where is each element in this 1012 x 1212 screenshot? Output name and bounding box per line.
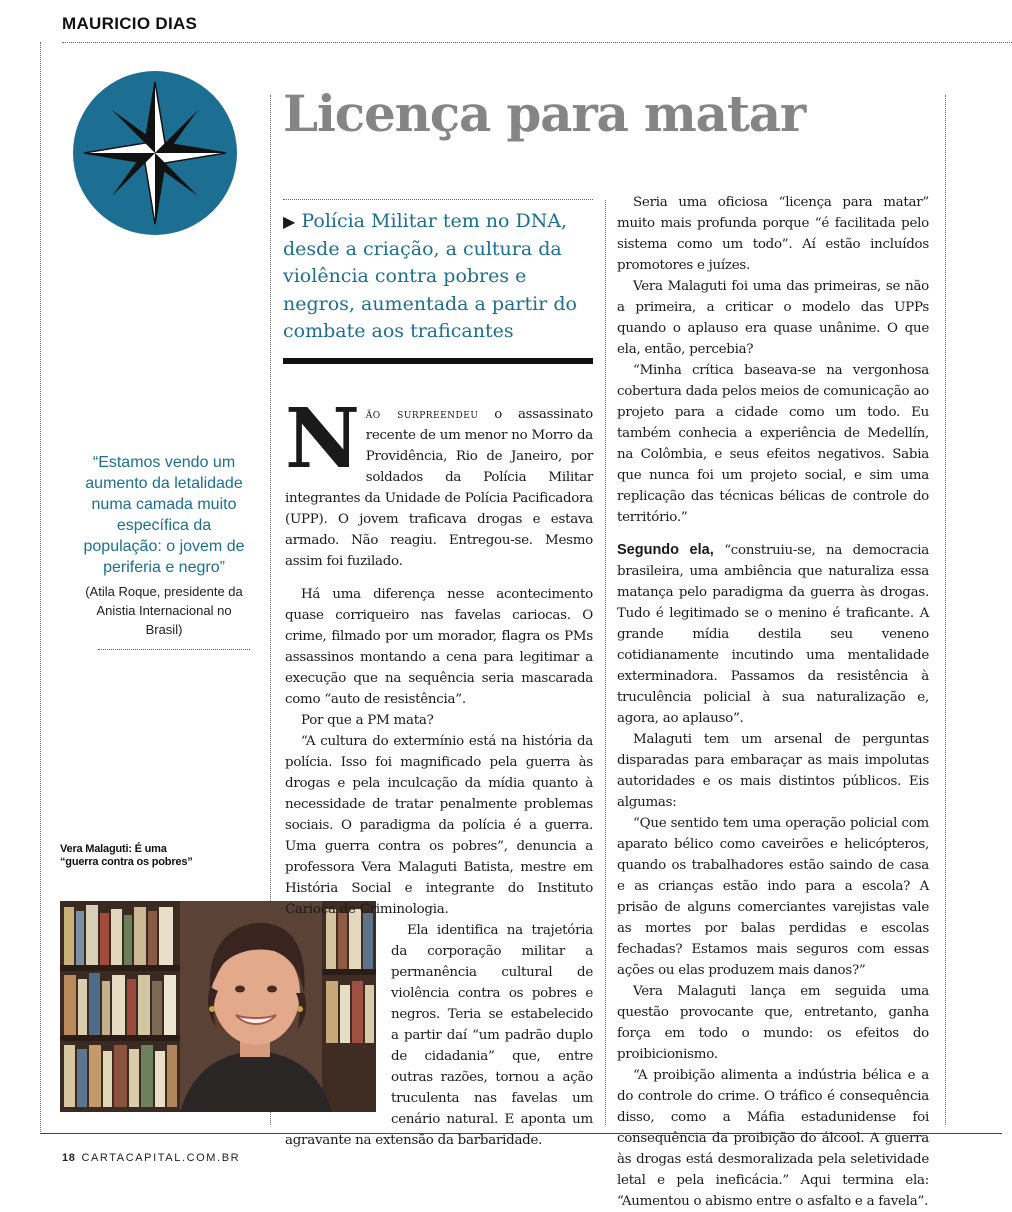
body-paragraph: “A cultura do extermínio está na história da polícia. Isso foi magnificado pela guerra às drogas e pela inculcação da mídia quanto à necessidade de tratar penalmente problemas sociais. O paradigma da polícia é a guerra. Uma guerra contra os pobres”, denuncia a professora Vera Malaguti Batista, mestre em História Social e integrante do Instituto Carioca de Criminologia. bbox=[285, 734, 593, 917]
body-paragraph bbox=[285, 920, 593, 1151]
body-paragraph: Por que a PM mata? bbox=[301, 713, 434, 728]
body-paragraph: Vera Malaguti lança em seguida uma questão provocante que, entretanto, ganha força em todo o mundo: os efeitos do proibicionismo. bbox=[617, 984, 929, 1062]
body-paragraph bbox=[617, 540, 929, 729]
dek-text: Polícia Militar tem no DNA, desde a criação, a cultura da violência contra pobres e negros, aumentada a partir do combate aos traficantes bbox=[283, 210, 577, 342]
pull-quote-attribution: (Atila Roque, presidente da Anistia Internacional no Brasil) bbox=[85, 584, 243, 637]
left-margin-rule bbox=[40, 42, 41, 1132]
right-margin-rule bbox=[945, 95, 946, 1125]
top-rule bbox=[62, 42, 1012, 43]
body-paragraph: “Que sentido tem uma operação policial com aparato bélico como caveirões e helicópteros, quando os trabalhadores estão saindo de casa e as crianças estão indo para a escola? A prisão de alguns comerciantes varejistas vale as mortes por balas perdidas e escolas fechadas? Estamos mais seguros com essas ações ou elas produzem mais danos?” bbox=[617, 816, 929, 978]
dek-bottom-bar bbox=[283, 358, 593, 364]
opening-words: ão surpreendeu bbox=[365, 407, 479, 422]
triangle-right-icon: ▶ bbox=[283, 212, 296, 231]
bottom-rule bbox=[40, 1133, 1002, 1134]
paragraph-text: o assassinato recente de um menor no Morro da Providência, Rio de Janeiro, por soldados da Polícia Militar integrantes da Unidade de Polícia Pacificadora (UPP). O jovem traficava drogas e estava armado. Não reagiu. Entregou-se. Mesmo assim foi fuzilado. bbox=[285, 407, 593, 569]
body-paragraph: Seria uma oficiosa “licença para matar” muito mais profunda porque “é facilitada pelo sistema como um todo”. Aí estão incluídos promotores e juízes. bbox=[617, 195, 929, 273]
pull-quote-rule bbox=[98, 649, 250, 650]
body-paragraph: Há uma diferença nesse acontecimento quase corriqueiro nas favelas cariocas. O crime, filmado por um morador, flagra os PMs assassinos montando a cena para legitimar a execução que na sequência seria mascarada como “auto de resistência”. bbox=[285, 587, 593, 707]
page-footer bbox=[62, 1152, 240, 1164]
paragraph-text: “construiu-se, na democracia brasileira, uma ambiência que naturaliza essa matança pelo paradigma da guerra às drogas. Tudo é legitimado se o menino é traficante. A grande mídia destila seu veneno cotidianamente incutindo uma mentalidade exterminadora. Passamos da resistência à truculência policial à sua naturalização e, agora, ao aplauso”. bbox=[617, 543, 929, 726]
lead-in: Segundo ela, bbox=[617, 542, 714, 558]
pull-quote bbox=[78, 452, 250, 639]
dek-top-rule bbox=[283, 199, 593, 200]
column-divider bbox=[605, 200, 606, 1125]
article-title: Licença para matar bbox=[283, 84, 806, 143]
page-number: 18 bbox=[62, 1152, 76, 1164]
body-column-2 bbox=[617, 192, 929, 1212]
photo-caption: Vera Malaguti: É uma “guerra contra os pobres” bbox=[60, 843, 193, 868]
article-dek bbox=[283, 208, 593, 346]
body-column-1 bbox=[285, 391, 593, 1151]
pull-quote-text: “Estamos vendo um aumento da letalidade numa camada muito específica da população: o jovem de periferia e negro” bbox=[83, 454, 245, 576]
body-paragraph: Vera Malaguti foi uma das primeiras, se não a primeira, a criticar o modelo das UPPs quando o aplauso era quase unânime. O que ela, então, percebia? bbox=[617, 279, 929, 357]
body-paragraph: “Minha crítica baseava-se na vergonhosa cobertura dada pelos meios de comunicação ao projeto para a cidade como um todo. Eu também conhecia a experiência de Medellín, na Colômbia, e seus efeitos negativos. Sabia que nunca foi um projeto social, e sim uma replicação das técnicas bélicas de controle do território.” bbox=[617, 363, 929, 525]
body-paragraph: Malaguti tem um arsenal de perguntas disparadas para embaraçar as mais impolutas autoridades e os mais distintos públicos. Eis algumas: bbox=[617, 732, 929, 810]
body-paragraph: “A proibição alimenta a indústria bélica e a do controle do crime. O tráfico é consequência disso, como a Máfia estadunidense foi consequência da proibição do álcool. A guerra às drogas está desmoralizada pela seletividade letal e pela ineficácia.” Aqui termina ela: “Aumentou o abismo entre o asfalto e a favela”. bbox=[617, 1068, 929, 1209]
site-url: CARTACAPITAL.COM.BR bbox=[81, 1152, 241, 1164]
columnist-name: MAURICIO DIAS bbox=[62, 14, 198, 33]
body-paragraph bbox=[285, 391, 593, 572]
paragraph-text: Ela identifica na trajetória da corporação militar a permanência cultural de violência contra os pobres e negros. Teria se estabelecido a partir daí “um padrão duplo de cidadania” que, entre outras razões, tornou a ação truculenta nas favelas um cenário natural. E aponta um agravante na extensão da barbaridade. bbox=[285, 923, 593, 1148]
drop-cap: N bbox=[285, 391, 360, 487]
compass-rose-icon bbox=[72, 70, 238, 236]
